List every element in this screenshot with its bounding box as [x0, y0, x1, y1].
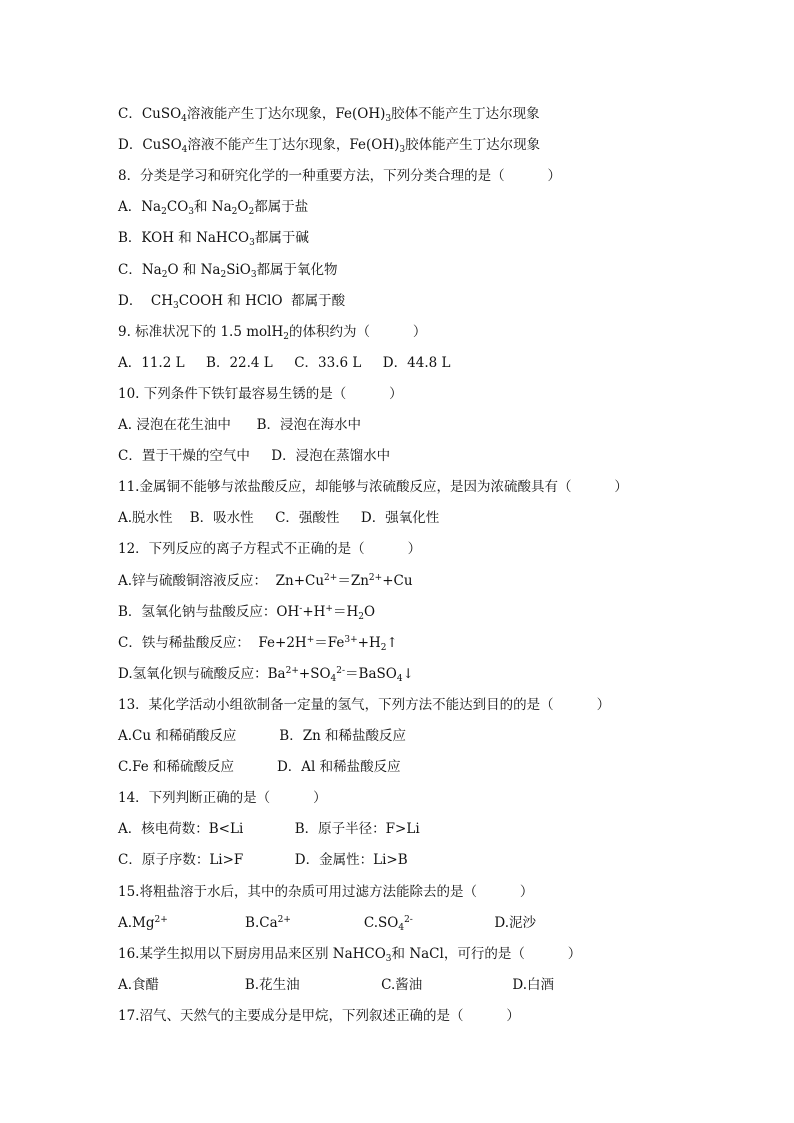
subscript: 3: [173, 300, 179, 311]
text-run: B.Ca: [167, 914, 278, 931]
subscript: 3: [250, 269, 257, 280]
superscript: 2+: [368, 572, 383, 583]
text-run: 都属于氧化物: [256, 261, 338, 278]
text-run: A.食醋 B.花生油 C.酱油 D.白酒: [118, 976, 555, 993]
subscript: 2: [283, 331, 289, 342]
text-line: [118, 353, 450, 373]
subscript: 3: [399, 145, 406, 156]
subscript: 2: [380, 642, 387, 653]
text-line: [118, 508, 439, 528]
text-line: [118, 291, 345, 311]
text-run: C．Na: [118, 261, 162, 278]
text-line: [118, 228, 309, 248]
subscript: 3: [249, 238, 255, 249]
text-run: A.Cu 和稀硝酸反应 B．Zn 和稀盐酸反应: [118, 728, 407, 744]
subscript: 2: [161, 207, 167, 218]
text-line: [118, 135, 540, 155]
text-run: A.锌与硫酸铜溶液反应： Zn+Cu: [118, 572, 325, 589]
superscript: 2+: [324, 572, 338, 583]
superscript: 2-: [404, 914, 413, 925]
superscript: +: [306, 634, 315, 645]
text-run: +H: [357, 634, 381, 651]
text-run: B．KOH 和 NaHCO: [118, 230, 250, 247]
text-line: [118, 415, 361, 435]
text-line: [118, 726, 406, 746]
superscript: 2+: [285, 665, 299, 676]
subscript: 4: [396, 673, 403, 684]
text-line: [118, 944, 581, 964]
text-run: 和 NaCl，可行的是（ ）: [391, 945, 582, 962]
text-run: 11.金属铜不能够与浓盐酸反应，却能够与浓硫酸反应，是因为浓硫酸具有（ ）: [118, 479, 628, 496]
text-run: 10. 下列条件下铁钉最容易生锈的是（ ）: [118, 385, 403, 402]
text-line: [118, 1006, 520, 1026]
subscript: 2: [358, 611, 364, 622]
text-run: A．Na: [118, 199, 162, 216]
text-line: [118, 166, 561, 186]
subscript: 4: [181, 145, 188, 156]
text-line: [118, 975, 554, 995]
superscript: 2+: [277, 914, 291, 925]
text-run: A．11.2 L B．22.4 L C．33.6 L D．44.8 L: [118, 354, 451, 371]
text-line: [118, 819, 420, 839]
text-line: [118, 539, 421, 559]
text-line: [118, 788, 327, 808]
superscript: -: [299, 603, 303, 614]
text-run: A.Mg: [118, 914, 155, 931]
text-run: 8．分类是学习和研究化学的一种重要方法，下列分类合理的是（ ）: [118, 168, 562, 185]
superscript: 2+: [154, 914, 168, 925]
text-run: C.SO: [290, 914, 399, 931]
subscript: 3: [385, 953, 392, 964]
subscript: 4: [181, 114, 187, 124]
subscript: 3: [385, 114, 392, 124]
text-run: O: [237, 199, 249, 216]
text-run: C．铁与稀盐酸反应： Fe+2H: [118, 634, 307, 651]
text-run: ＝BaSO: [345, 665, 397, 682]
text-line: [118, 104, 540, 124]
text-run: C．原子序数：Li>F D．金属性：Li>B: [118, 852, 408, 869]
subscript: 2: [231, 207, 238, 218]
text-run: C.Fe 和稀硫酸反应 D．Al 和稀盐酸反应: [118, 759, 401, 776]
text-run: 溶液能产生丁达尔现象，Fe(OH): [186, 106, 386, 122]
text-run: O 和 Na: [167, 261, 221, 278]
text-run: ＝Zn: [337, 572, 369, 589]
text-run: D． CH: [118, 292, 174, 309]
text-line: [118, 850, 408, 870]
text-run: 13．某化学活动小组欲制备一定量的氢气，下列方法不能达到目的的是（ ）: [118, 696, 611, 713]
text-run: ＝Fe: [314, 634, 345, 651]
text-line: [118, 695, 610, 715]
text-run: 14．下列判断正确的是（ ）: [118, 790, 327, 807]
text-run: D.氢氧化钡与硫酸反应：Ba: [118, 665, 286, 682]
text-run: C．置于干燥的空气中 D．浸泡在蒸馏水中: [118, 448, 391, 465]
text-run: 溶液不能产生丁达尔现象，Fe(OH): [187, 137, 400, 154]
text-run: D.泥沙: [412, 914, 537, 931]
text-run: B．氢氧化钠与盐酸反应：OH: [118, 603, 300, 620]
text-run: SiO: [226, 261, 251, 278]
text-run: 胶体不能产生丁达尔现象: [391, 106, 540, 122]
text-line: [118, 664, 414, 684]
text-run: 都属于碱: [254, 230, 309, 247]
text-run: 的体积约为（ ）: [288, 323, 427, 340]
text-line: [118, 633, 398, 653]
text-run: C．CuSO: [118, 106, 182, 122]
superscript: 2-: [336, 665, 346, 676]
text-run: A. 浸泡在花生油中 B．浸泡在海水中: [118, 417, 361, 433]
superscript: +: [325, 603, 333, 614]
text-line: [118, 571, 413, 591]
subscript: 2: [220, 269, 227, 280]
text-run: COOH 和 HClO 都属于酸: [178, 292, 346, 309]
text-run: 都属于盐: [254, 199, 309, 216]
text-run: 胶体能产生丁达尔现象: [405, 137, 541, 154]
text-run: O: [363, 603, 376, 620]
text-run: +SO: [298, 665, 331, 682]
text-line: [118, 260, 338, 280]
text-run: +Cu: [382, 572, 413, 589]
text-run: +H: [302, 603, 326, 620]
text-line: [118, 446, 390, 466]
text-line: [118, 477, 628, 497]
text-run: 17.沼气、天然气的主要成分是甲烷，下列叙述正确的是（ ）: [118, 1007, 520, 1024]
text-run: A．核电荷数：B<Li B．原子半径：F>Li: [118, 821, 420, 838]
text-line: [118, 384, 403, 404]
subscript: 2: [161, 269, 168, 280]
text-run: 16.某学生拟用以下厨房用品来区别 NaHCO: [118, 945, 386, 962]
text-run: ↓: [402, 665, 414, 682]
text-run: CO: [166, 199, 189, 216]
subscript: 4: [398, 922, 405, 933]
text-run: ＝H: [332, 603, 359, 620]
text-line: [118, 602, 375, 622]
text-run: 9. 标准状况下的 1.5 molH: [118, 323, 284, 340]
text-line: [118, 322, 426, 342]
text-run: 12．下列反应的离子方程式不正确的是（ ）: [118, 541, 422, 558]
subscript: 3: [188, 207, 194, 218]
subscript: 4: [330, 673, 337, 684]
text-run: D．CuSO: [118, 137, 182, 154]
subscript: 2: [248, 207, 255, 218]
superscript: 3+: [344, 634, 358, 645]
text-run: 和 Na: [194, 199, 232, 216]
text-line: [118, 913, 536, 933]
text-run: ↑: [386, 634, 398, 651]
text-run: A.脱水性 B．吸水性 C．强酸性 D．强氧化性: [118, 510, 440, 527]
text-run: 15.将粗盐溶于水后，其中的杂质可用过滤方法能除去的是（ ）: [118, 883, 534, 900]
text-line: [118, 197, 308, 217]
text-line: [118, 882, 533, 902]
text-line: [118, 757, 401, 777]
